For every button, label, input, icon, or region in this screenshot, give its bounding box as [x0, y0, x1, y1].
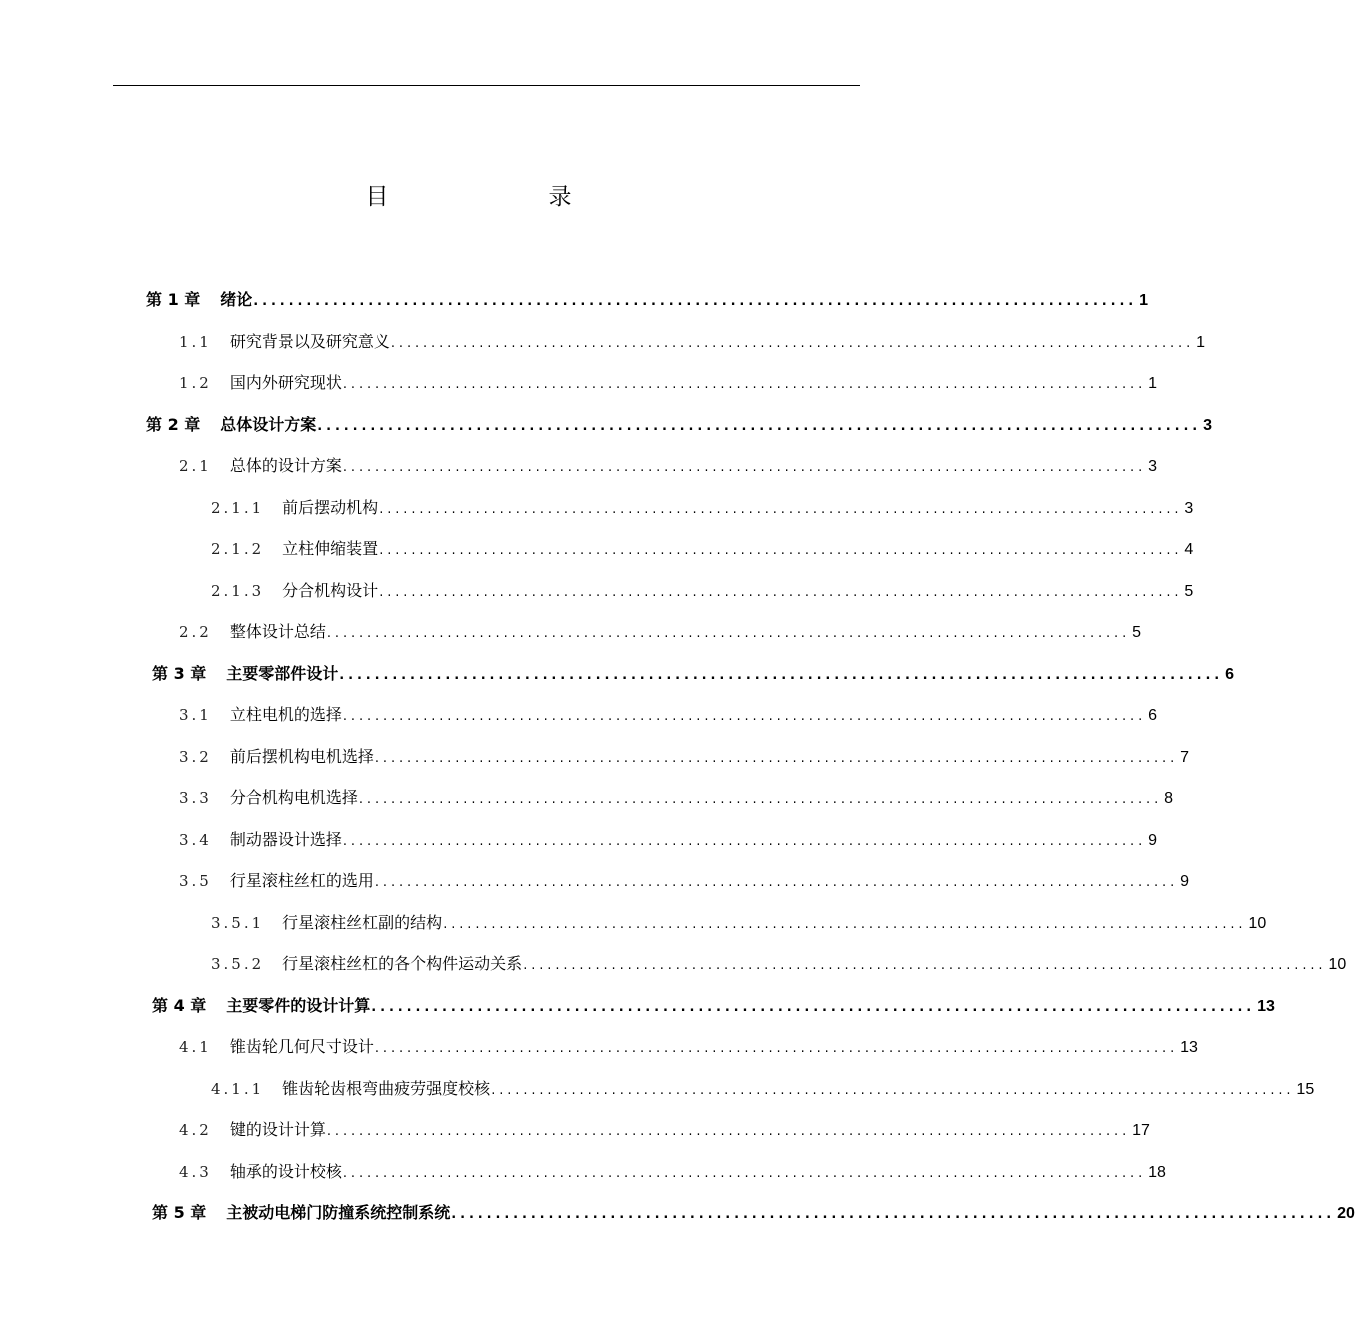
toc-entry[interactable]	[179, 330, 1206, 354]
toc-leader-dots: ....................................................................................................	[326, 1124, 1131, 1139]
toc-leader-dots: ....................................................................................................	[342, 460, 1147, 475]
toc-entry-label: 国内外研究现状	[229, 373, 342, 392]
toc-entry-label: 主要零部件设计	[226, 664, 339, 683]
toc-entry-number: 2.1.1	[211, 499, 265, 517]
toc-entry-number: 1.2	[179, 374, 212, 392]
toc-entry-page: 3	[1203, 417, 1213, 434]
toc-entry[interactable]	[211, 496, 1194, 520]
toc-entry-page: 4	[1184, 541, 1194, 558]
toc-entry-number: 3.5.2	[211, 955, 265, 973]
toc-entry-label: 主要零件的设计计算	[226, 996, 371, 1015]
toc-entry-label: 键的设计计算	[229, 1120, 326, 1139]
toc-entry[interactable]	[179, 786, 1174, 810]
toc-leader-dots: ....................................................................................................	[374, 751, 1179, 766]
toc-leader-dots: ....................................................................................................	[374, 875, 1179, 890]
toc-entry-number: 4.1	[179, 1038, 212, 1056]
toc-entry-label: 前后摆机构电机选择	[229, 747, 374, 766]
toc-entry-label: 整体设计总结	[229, 622, 326, 641]
toc-leader-dots: ....................................................................................................	[379, 543, 1183, 558]
toc-entry-page: 1	[1148, 375, 1158, 392]
toc-entry-label: 锥齿轮齿根弯曲疲劳强度校核	[282, 1079, 491, 1098]
toc-entry[interactable]	[146, 413, 1213, 437]
toc-leader-dots: ....................................................................................................	[451, 1207, 1336, 1222]
toc-entry-page: 6	[1225, 666, 1235, 683]
toc-entry-number: 2.1.2	[211, 540, 265, 558]
toc-entry-number: 3.4	[179, 831, 212, 849]
toc-entry-number: 3.3	[179, 789, 212, 807]
toc-leader-dots: ....................................................................................................	[358, 792, 1163, 807]
toc-entry[interactable]	[152, 662, 1235, 686]
toc-entry-number: 第 5 章	[152, 1203, 207, 1222]
page-title: 目 录	[365, 184, 610, 210]
toc-entry-label: 总体设计方案	[220, 415, 317, 434]
toc-entry-label: 立柱伸缩装置	[282, 539, 379, 558]
toc-entry-label: 行星滚柱丝杠的选用	[229, 871, 374, 890]
toc-entry-page: 18	[1148, 1164, 1166, 1181]
toc-entry-page: 9	[1180, 873, 1190, 890]
toc-entry[interactable]	[211, 1077, 1315, 1101]
toc-entry-number: 第 2 章	[146, 415, 201, 434]
toc-entry-label: 锥齿轮几何尺寸设计	[229, 1037, 374, 1056]
toc-entry-page: 6	[1148, 707, 1158, 724]
toc-entry[interactable]	[179, 620, 1142, 644]
toc-entry-number: 2.1.3	[211, 582, 265, 600]
toc-entry-page: 5	[1184, 583, 1194, 600]
toc-entry[interactable]	[211, 911, 1267, 935]
toc-entry[interactable]	[179, 454, 1158, 478]
toc-entry-label: 制动器设计选择	[229, 830, 342, 849]
toc-leader-dots: ....................................................................................................	[374, 1041, 1179, 1056]
toc-entry-label: 轴承的设计校核	[229, 1162, 342, 1181]
toc-entry-label: 研究背景以及研究意义	[229, 332, 390, 351]
toc-entry[interactable]	[179, 1118, 1150, 1142]
toc-entry-number: 第 3 章	[152, 664, 207, 683]
toc-entry-label: 总体的设计方案	[229, 456, 342, 475]
toc-entry-label: 分合机构设计	[282, 581, 379, 600]
toc-entry-label: 分合机构电机选择	[229, 788, 358, 807]
toc-entry-number: 3.1	[179, 706, 212, 724]
toc-leader-dots: ....................................................................................................	[379, 502, 1183, 517]
toc-leader-dots: ....................................................................................................	[523, 958, 1327, 973]
toc-entry-page: 1	[1139, 292, 1149, 309]
toc-entry-page: 13	[1257, 998, 1275, 1015]
toc-entry-number: 1.1	[179, 333, 212, 351]
toc-leader-dots: ....................................................................................................	[342, 709, 1147, 724]
toc-entry[interactable]	[179, 371, 1158, 395]
toc-entry-number: 4.1.1	[211, 1080, 265, 1098]
toc-entry[interactable]	[211, 952, 1347, 976]
toc-entry-page: 13	[1180, 1039, 1198, 1056]
toc-leader-dots: ....................................................................................................	[491, 1083, 1295, 1098]
toc-entry[interactable]	[152, 1201, 1355, 1225]
toc-entry-page: 7	[1180, 749, 1190, 766]
toc-entry-label: 行星滚柱丝杠的各个构件运动关系	[282, 954, 523, 973]
toc-entry-number: 2.1	[179, 457, 212, 475]
toc-entry-number: 2.2	[179, 623, 212, 641]
toc-leader-dots: ....................................................................................................	[342, 377, 1147, 392]
toc-entry-label: 主被动电梯门防撞系统控制系统	[226, 1203, 451, 1222]
toc-entry-number: 3.5	[179, 872, 212, 890]
toc-entry-number: 3.2	[179, 748, 212, 766]
toc-entry-page: 17	[1132, 1122, 1150, 1139]
toc-entry-page: 8	[1164, 790, 1174, 807]
toc-entry[interactable]	[179, 1160, 1166, 1184]
toc-leader-dots: ....................................................................................................	[342, 1166, 1147, 1181]
toc-entry-number: 第 4 章	[152, 996, 207, 1015]
toc-entry[interactable]	[146, 288, 1149, 312]
toc-entry-page: 3	[1148, 458, 1158, 475]
toc-leader-dots: ....................................................................................................	[317, 419, 1202, 434]
toc-entry[interactable]	[179, 828, 1158, 852]
toc-leader-dots: ....................................................................................................	[390, 336, 1195, 351]
toc-entry[interactable]	[211, 537, 1194, 561]
header-rule	[113, 85, 860, 86]
toc-leader-dots: ....................................................................................................	[379, 585, 1183, 600]
toc-entry[interactable]	[179, 703, 1158, 727]
toc-entry-label: 前后摆动机构	[282, 498, 379, 517]
toc-entry-number: 第 1 章	[146, 290, 201, 309]
toc-entry-label: 行星滚柱丝杠副的结构	[282, 913, 443, 932]
toc-entry-page: 10	[1328, 956, 1347, 973]
toc-entry-page: 3	[1184, 500, 1194, 517]
toc-leader-dots: ....................................................................................................	[326, 626, 1131, 641]
toc-entry-label: 立柱电机的选择	[229, 705, 342, 724]
toc-entry[interactable]	[152, 994, 1275, 1018]
toc-entry-page: 5	[1132, 624, 1142, 641]
toc-entry-number: 3.5.1	[211, 914, 265, 932]
toc-leader-dots: ....................................................................................................	[342, 834, 1147, 849]
toc-leader-dots: ....................................................................................................	[371, 1000, 1256, 1015]
toc-leader-dots: ....................................................................................................	[443, 917, 1247, 932]
toc-entry-page: 20	[1337, 1205, 1355, 1222]
toc-entry-page: 9	[1148, 832, 1158, 849]
toc-entry-page: 1	[1196, 334, 1206, 351]
toc-entry[interactable]	[179, 745, 1190, 769]
toc-entry-number: 4.3	[179, 1163, 212, 1181]
toc-leader-dots: ....................................................................................................	[253, 294, 1138, 309]
toc-entry-page: 15	[1296, 1081, 1315, 1098]
toc-entry[interactable]	[211, 579, 1194, 603]
toc-leader-dots: ....................................................................................................	[339, 668, 1224, 683]
toc-entry[interactable]	[179, 869, 1190, 893]
toc-entry[interactable]	[179, 1035, 1198, 1059]
toc-entry-number: 4.2	[179, 1121, 212, 1139]
toc-entry-page: 10	[1248, 915, 1267, 932]
toc-entry-label: 绪论	[220, 290, 253, 309]
